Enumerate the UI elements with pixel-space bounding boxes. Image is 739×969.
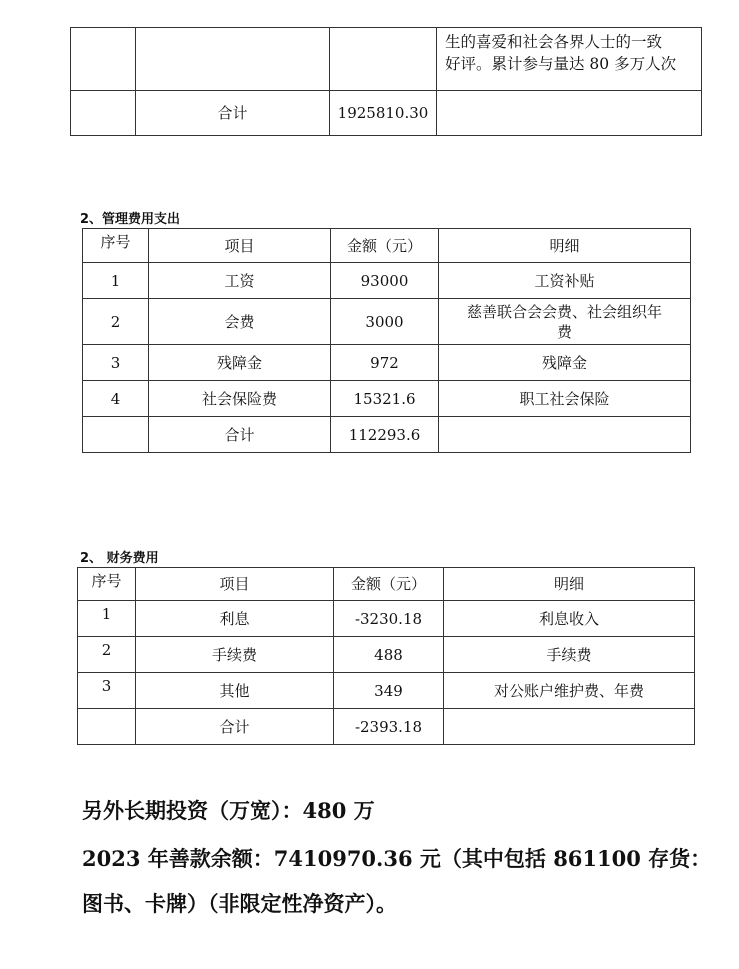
project-description-line2: 好评。累计参与量达 80 多万人次 (445, 55, 677, 73)
donation-balance-note: 2023 年善款余额：7410970.36 元（其中包括 861100 存货： (82, 846, 712, 871)
table-row-total: 合计 112293.6 (83, 417, 691, 453)
long-term-investment-note: 另外长期投资（万宽）：480 万 (82, 798, 375, 823)
header-amount: 金额（元） (334, 568, 444, 601)
table-row: 2 手续费 488 手续费 (78, 637, 695, 673)
table0-total-label: 合计 (136, 91, 330, 136)
header-no: 序号 (78, 568, 136, 601)
detail-cell-multiline: 慈善联合会会费、社会组织年 费 (439, 299, 691, 345)
header-item: 项目 (136, 568, 334, 601)
table-row: 1 工资 93000 工资补贴 (83, 263, 691, 299)
donation-balance-note-continued: 图书、卡牌）（非限定性净资产）。 (82, 891, 397, 916)
project-description-cell (437, 28, 702, 91)
header-amount: 金额（元） (331, 229, 439, 263)
section1-title: 2、管理费用支出 (80, 212, 181, 227)
finance-expense-table (77, 567, 695, 745)
admin-expense-table (82, 228, 691, 453)
table-row-total: 合计 -2393.18 (78, 709, 695, 745)
table-row: 3 残障金 972 残障金 (83, 345, 691, 381)
header-no: 序号 (83, 229, 149, 263)
section2-title: 2、 财务费用 (80, 551, 159, 566)
table-row: 2 会费 3000 慈善联合会会费、社会组织年 费 (83, 299, 691, 345)
project-description-line1: 生的喜爱和社会各界人士的一致 (445, 33, 663, 51)
table-row: 4 社会保险费 15321.6 职工社会保险 (83, 381, 691, 417)
header-detail: 明细 (444, 568, 695, 601)
header-item: 项目 (149, 229, 331, 263)
table-row: 1 利息 -3230.18 利息收入 (78, 601, 695, 637)
project-expense-table-continued (70, 27, 702, 136)
header-detail: 明细 (439, 229, 691, 263)
table-row: 3 其他 349 对公账户维护费、年费 (78, 673, 695, 709)
table0-total-amount: 1925810.30 (330, 91, 437, 136)
